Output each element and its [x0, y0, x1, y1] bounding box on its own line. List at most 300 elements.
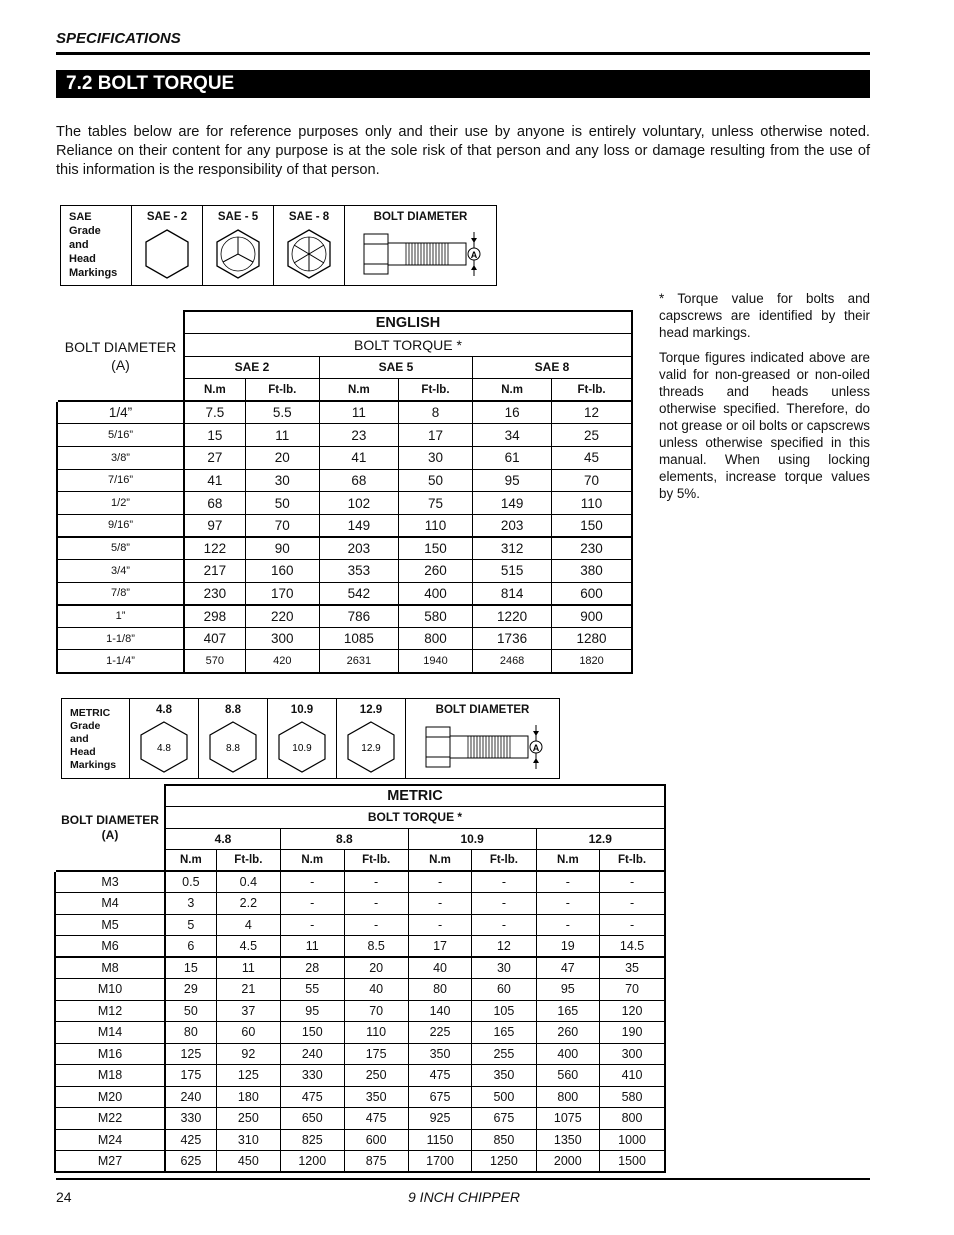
torque-value-cell: 110 — [398, 514, 472, 537]
metric-grade-header: 10.9 — [408, 828, 536, 850]
page-number: 24 — [56, 1189, 72, 1205]
torque-value-cell: 150 — [398, 537, 472, 560]
torque-value-cell: 1150 — [408, 1129, 472, 1151]
torque-value-cell: 60 — [216, 1022, 280, 1044]
torque-value-cell: 330 — [165, 1108, 216, 1130]
torque-value-cell: 150 — [552, 514, 632, 537]
table-row — [57, 560, 632, 583]
torque-value-cell: 203 — [319, 537, 398, 560]
torque-value-cell: - — [344, 871, 408, 893]
english-unit-header: N.m — [184, 379, 245, 402]
torque-value-cell: 70 — [245, 514, 319, 537]
torque-value-cell: 600 — [552, 582, 632, 605]
english-system-header: ENGLISH — [184, 311, 632, 334]
table-row — [55, 871, 665, 893]
bolt-size-cell: M10 — [55, 979, 165, 1001]
torque-value-cell: 1350 — [536, 1129, 600, 1151]
torque-value-cell: 27 — [184, 447, 245, 470]
torque-value-cell: 1940 — [398, 650, 472, 673]
english-grade-header: SAE 8 — [473, 356, 632, 379]
bolt-size-cell: 3/4” — [57, 560, 184, 583]
torque-value-cell: 17 — [398, 424, 472, 447]
torque-value-cell: 47 — [536, 957, 600, 979]
table-row — [57, 492, 632, 515]
torque-value-cell: 5 — [165, 914, 216, 936]
metric-markings-label: METRIC Grade and Head Markings — [62, 699, 130, 779]
torque-value-cell: 30 — [245, 469, 319, 492]
torque-value-cell: 580 — [398, 605, 472, 628]
torque-value-cell: 50 — [398, 469, 472, 492]
torque-value-cell: 70 — [600, 979, 665, 1001]
torque-value-cell: 175 — [165, 1065, 216, 1087]
bolt-size-cell: M14 — [55, 1022, 165, 1044]
torque-value-cell: 80 — [165, 1022, 216, 1044]
torque-value-cell: 675 — [408, 1086, 472, 1108]
table-row — [55, 1022, 665, 1044]
torque-value-cell: - — [408, 914, 472, 936]
metric-4-8-hex-icon — [130, 721, 199, 779]
torque-value-cell: - — [600, 871, 665, 893]
torque-value-cell: 580 — [600, 1086, 665, 1108]
torque-value-cell: 140 — [408, 1000, 472, 1022]
table-row — [57, 447, 632, 470]
torque-value-cell: 312 — [473, 537, 552, 560]
torque-value-cell: 300 — [245, 627, 319, 650]
metric-grade-label: 10.9 — [268, 699, 337, 721]
svg-text:4.8: 4.8 — [157, 742, 171, 754]
torque-value-cell: 68 — [319, 469, 398, 492]
torque-value-cell: 1075 — [536, 1108, 600, 1130]
torque-value-cell: 2468 — [473, 650, 552, 673]
torque-value-cell: 475 — [408, 1065, 472, 1087]
torque-value-cell: 260 — [398, 560, 472, 583]
torque-value-cell: 425 — [165, 1129, 216, 1151]
table-row — [55, 1000, 665, 1022]
english-grade-header: SAE 5 — [319, 356, 472, 379]
torque-value-cell: 92 — [216, 1043, 280, 1065]
bolt-size-cell: M4 — [55, 893, 165, 915]
torque-value-cell: 41 — [184, 469, 245, 492]
torque-value-cell: 400 — [398, 582, 472, 605]
torque-value-cell: 8.5 — [344, 936, 408, 958]
torque-value-cell: 75 — [398, 492, 472, 515]
bolt-size-cell: 1-1/4” — [57, 650, 184, 673]
metric-system-header: METRIC — [165, 785, 665, 807]
metric-unit-header: Ft-lb. — [344, 850, 408, 872]
torque-value-cell: 12 — [472, 936, 536, 958]
torque-value-cell: 220 — [245, 605, 319, 628]
table-row — [55, 979, 665, 1001]
torque-value-cell: 23 — [319, 424, 398, 447]
torque-value-cell: 8 — [398, 401, 472, 424]
metric-unit-header: N.m — [536, 850, 600, 872]
torque-value-cell: 60 — [472, 979, 536, 1001]
torque-value-cell: 37 — [216, 1000, 280, 1022]
metric-12-9-hex-icon — [337, 721, 406, 779]
torque-value-cell: 19 — [536, 936, 600, 958]
bolt-size-cell: M20 — [55, 1086, 165, 1108]
torque-value-cell: - — [344, 893, 408, 915]
metric-grade-header: 12.9 — [536, 828, 665, 850]
torque-value-cell: 353 — [319, 560, 398, 583]
torque-value-cell: 68 — [184, 492, 245, 515]
torque-value-cell: 407 — [184, 627, 245, 650]
torque-value-cell: 310 — [216, 1129, 280, 1151]
torque-value-cell: 35 — [600, 957, 665, 979]
torque-value-cell: 6 — [165, 936, 216, 958]
table-row — [57, 514, 632, 537]
torque-value-cell: 95 — [473, 469, 552, 492]
table-row — [57, 469, 632, 492]
torque-value-cell: 16 — [473, 401, 552, 424]
torque-value-cell: 28 — [280, 957, 344, 979]
torque-value-cell: 12 — [552, 401, 632, 424]
sae-bolt-diameter-label: BOLT DIAMETER — [345, 206, 497, 228]
torque-value-cell: 17 — [408, 936, 472, 958]
metric-grade-header: 4.8 — [165, 828, 280, 850]
table-row — [55, 893, 665, 915]
footer-rule — [56, 1178, 870, 1180]
bolt-size-cell: 5/8” — [57, 537, 184, 560]
bolt-size-cell: M18 — [55, 1065, 165, 1087]
metric-bolt-torque-header: BOLT TORQUE * — [165, 807, 665, 829]
torque-value-cell: 1700 — [408, 1151, 472, 1173]
torque-value-cell: 3 — [165, 893, 216, 915]
torque-value-cell: 125 — [165, 1043, 216, 1065]
bolt-size-cell: 1/4” — [57, 401, 184, 424]
table-row — [55, 1043, 665, 1065]
torque-value-cell: - — [600, 914, 665, 936]
torque-value-cell: 225 — [408, 1022, 472, 1044]
running-header: SPECIFICATIONS — [56, 30, 181, 47]
table-row — [55, 1086, 665, 1108]
torque-value-cell: 1085 — [319, 627, 398, 650]
table-row — [55, 1129, 665, 1151]
torque-value-cell: 240 — [280, 1043, 344, 1065]
torque-value-cell: 29 — [165, 979, 216, 1001]
table-row — [55, 914, 665, 936]
bolt-size-cell: M24 — [55, 1129, 165, 1151]
torque-value-cell: 330 — [280, 1065, 344, 1087]
torque-value-cell: 2.2 — [216, 893, 280, 915]
torque-value-cell: 150 — [280, 1022, 344, 1044]
bolt-size-cell: 1” — [57, 605, 184, 628]
torque-value-cell: 70 — [552, 469, 632, 492]
torque-value-cell: 95 — [536, 979, 600, 1001]
torque-value-cell: - — [344, 914, 408, 936]
torque-value-cell: 175 — [344, 1043, 408, 1065]
torque-value-cell: 2000 — [536, 1151, 600, 1173]
torque-value-cell: 217 — [184, 560, 245, 583]
bolt-size-cell: M12 — [55, 1000, 165, 1022]
torque-value-cell: 25 — [552, 424, 632, 447]
torque-value-cell: 420 — [245, 650, 319, 673]
metric-8-8-hex-icon — [199, 721, 268, 779]
metric-unit-header: Ft-lb. — [472, 850, 536, 872]
torque-value-cell: 105 — [472, 1000, 536, 1022]
torque-value-cell: 15 — [165, 957, 216, 979]
torque-value-cell: 70 — [344, 1000, 408, 1022]
torque-value-cell: 786 — [319, 605, 398, 628]
torque-value-cell: 97 — [184, 514, 245, 537]
intro-paragraph: The tables below are for reference purposes only and their use by anyone is entirely voluntary, unless otherwise noted. Reliance on their content for any purpose is at the sole risk of that person and any loss or damage resulting from the use of this information is the responsibility of that person. — [56, 124, 870, 178]
torque-value-cell: 95 — [280, 1000, 344, 1022]
bolt-size-cell: 7/8” — [57, 582, 184, 605]
torque-value-cell: - — [408, 871, 472, 893]
torque-value-cell: 1000 — [600, 1129, 665, 1151]
english-unit-header: Ft-lb. — [398, 379, 472, 402]
torque-value-cell: 165 — [536, 1000, 600, 1022]
sae-grade-2-label: SAE - 2 — [132, 206, 203, 228]
metric-bolt-diameter-header: BOLT DIAMETER (A) — [55, 785, 165, 871]
metric-torque-table — [54, 784, 666, 1173]
header-rule — [56, 52, 870, 55]
torque-value-cell: 925 — [408, 1108, 472, 1130]
torque-value-cell: 1200 — [280, 1151, 344, 1173]
torque-value-cell: 650 — [280, 1108, 344, 1130]
torque-value-cell: 560 — [536, 1065, 600, 1087]
torque-value-cell: 475 — [344, 1108, 408, 1130]
sae-2-hex-icon — [132, 228, 203, 286]
torque-value-cell: 90 — [245, 537, 319, 560]
torque-value-cell: 1736 — [473, 627, 552, 650]
metric-10-9-hex-icon — [268, 721, 337, 779]
table-row — [55, 957, 665, 979]
torque-value-cell: 50 — [245, 492, 319, 515]
torque-value-cell: 110 — [552, 492, 632, 515]
table-row — [55, 1065, 665, 1087]
torque-value-cell: 300 — [600, 1043, 665, 1065]
torque-value-cell: 122 — [184, 537, 245, 560]
section-title: 7.2 BOLT TORQUE — [56, 70, 870, 98]
torque-value-cell: - — [536, 893, 600, 915]
torque-value-cell: 800 — [536, 1086, 600, 1108]
torque-value-cell: - — [536, 871, 600, 893]
svg-text:12.9: 12.9 — [361, 742, 381, 754]
table-row — [57, 424, 632, 447]
torque-value-cell: 255 — [472, 1043, 536, 1065]
torque-note: Torque figures indicated above are valid for non-greased or non-oiled threads and heads unless otherwise specified. Therefore, do not grease or oil bolts or capscrews unless otherwise specified in this manual. When using locking elements, increase torque values by 5%. — [659, 350, 870, 501]
torque-value-cell: 80 — [408, 979, 472, 1001]
torque-value-cell: 260 — [536, 1022, 600, 1044]
metric-grade-label: 4.8 — [130, 699, 199, 721]
torque-note: * Torque value for bolts and capscrews are identified by their head markings. — [659, 291, 870, 340]
torque-value-cell: 410 — [600, 1065, 665, 1087]
metric-bolt-diameter-label: BOLT DIAMETER — [406, 699, 560, 721]
torque-value-cell: 7.5 — [184, 401, 245, 424]
english-torque-table — [56, 310, 633, 674]
torque-value-cell: 1220 — [473, 605, 552, 628]
torque-value-cell: - — [472, 914, 536, 936]
torque-value-cell: 900 — [552, 605, 632, 628]
torque-value-cell: 20 — [245, 447, 319, 470]
table-row — [55, 1108, 665, 1130]
bolt-size-cell: M8 — [55, 957, 165, 979]
torque-value-cell: 240 — [165, 1086, 216, 1108]
table-row — [57, 401, 632, 424]
torque-value-cell: 350 — [472, 1065, 536, 1087]
metric-unit-header: N.m — [408, 850, 472, 872]
torque-value-cell: - — [280, 871, 344, 893]
torque-value-cell: 625 — [165, 1151, 216, 1173]
bolt-size-cell: 9/16” — [57, 514, 184, 537]
torque-value-cell: 230 — [552, 537, 632, 560]
metric-grade-label: 8.8 — [199, 699, 268, 721]
torque-value-cell: 875 — [344, 1151, 408, 1173]
torque-value-cell: 21 — [216, 979, 280, 1001]
torque-value-cell: 14.5 — [600, 936, 665, 958]
metric-bolt-diagram — [406, 721, 560, 779]
metric-unit-header: N.m — [280, 850, 344, 872]
bolt-size-cell: 1/2” — [57, 492, 184, 515]
torque-value-cell: 11 — [319, 401, 398, 424]
bolt-size-cell: M22 — [55, 1108, 165, 1130]
torque-notes — [659, 290, 870, 510]
torque-value-cell: 542 — [319, 582, 398, 605]
torque-value-cell: 475 — [280, 1086, 344, 1108]
table-row — [57, 627, 632, 650]
english-grade-header: SAE 2 — [184, 356, 319, 379]
bolt-size-cell: 5/16” — [57, 424, 184, 447]
english-unit-header: Ft-lb. — [245, 379, 319, 402]
sae-grade-5-label: SAE - 5 — [203, 206, 274, 228]
torque-value-cell: 400 — [536, 1043, 600, 1065]
torque-value-cell: 515 — [473, 560, 552, 583]
torque-value-cell: 40 — [344, 979, 408, 1001]
table-row — [57, 537, 632, 560]
torque-value-cell: 30 — [398, 447, 472, 470]
torque-value-cell: 11 — [216, 957, 280, 979]
torque-value-cell: 0.5 — [165, 871, 216, 893]
english-unit-header: N.m — [473, 379, 552, 402]
metric-head-markings-table — [61, 698, 560, 779]
torque-value-cell: 5.5 — [245, 401, 319, 424]
torque-value-cell: 110 — [344, 1022, 408, 1044]
torque-value-cell: 41 — [319, 447, 398, 470]
torque-value-cell: 800 — [398, 627, 472, 650]
torque-value-cell: 45 — [552, 447, 632, 470]
metric-dimension-letter: A — [532, 742, 539, 753]
torque-value-cell: 250 — [344, 1065, 408, 1087]
bolt-size-cell: 1-1/8” — [57, 627, 184, 650]
sae-8-hex-icon — [274, 228, 345, 286]
torque-value-cell: 600 — [344, 1129, 408, 1151]
metric-grade-label: 12.9 — [337, 699, 406, 721]
torque-value-cell: 34 — [473, 424, 552, 447]
table-row — [55, 1151, 665, 1173]
torque-value-cell: - — [280, 914, 344, 936]
torque-value-cell: 814 — [473, 582, 552, 605]
torque-value-cell: 675 — [472, 1108, 536, 1130]
svg-text:10.9: 10.9 — [292, 742, 312, 754]
torque-value-cell: 298 — [184, 605, 245, 628]
torque-value-cell: - — [472, 871, 536, 893]
metric-unit-header: Ft-lb. — [216, 850, 280, 872]
bolt-size-cell: 7/16” — [57, 469, 184, 492]
torque-value-cell: 160 — [245, 560, 319, 583]
sae-head-markings-table — [60, 205, 497, 286]
torque-value-cell: 203 — [473, 514, 552, 537]
torque-value-cell: 11 — [245, 424, 319, 447]
metric-unit-header: N.m — [165, 850, 216, 872]
torque-value-cell: 120 — [600, 1000, 665, 1022]
torque-value-cell: 190 — [600, 1022, 665, 1044]
torque-value-cell: 350 — [344, 1086, 408, 1108]
torque-value-cell: 11 — [280, 936, 344, 958]
bolt-size-cell: M3 — [55, 871, 165, 893]
svg-text:8.8: 8.8 — [226, 742, 240, 754]
torque-value-cell: - — [472, 893, 536, 915]
torque-value-cell: 450 — [216, 1151, 280, 1173]
english-bolt-diameter-header: BOLT DIAMETER (A) — [57, 311, 184, 401]
sae-5-hex-icon — [203, 228, 274, 286]
torque-value-cell: 230 — [184, 582, 245, 605]
sae-dimension-letter: A — [470, 249, 477, 260]
bolt-size-cell: 3/8” — [57, 447, 184, 470]
torque-value-cell: 149 — [473, 492, 552, 515]
torque-value-cell: 149 — [319, 514, 398, 537]
torque-value-cell: 500 — [472, 1086, 536, 1108]
torque-value-cell: 1820 — [552, 650, 632, 673]
torque-value-cell: 350 — [408, 1043, 472, 1065]
bolt-size-cell: M5 — [55, 914, 165, 936]
table-row — [57, 605, 632, 628]
sae-grade-8-label: SAE - 8 — [274, 206, 345, 228]
torque-value-cell: 20 — [344, 957, 408, 979]
torque-value-cell: 0.4 — [216, 871, 280, 893]
torque-value-cell: 61 — [473, 447, 552, 470]
torque-value-cell: - — [280, 893, 344, 915]
torque-value-cell: 180 — [216, 1086, 280, 1108]
english-bolt-torque-header: BOLT TORQUE * — [184, 334, 632, 357]
torque-value-cell: 1500 — [600, 1151, 665, 1173]
bolt-size-cell: M6 — [55, 936, 165, 958]
torque-value-cell: 250 — [216, 1108, 280, 1130]
torque-value-cell: 1250 — [472, 1151, 536, 1173]
footer-title: 9 INCH CHIPPER — [408, 1189, 521, 1205]
torque-value-cell: 4.5 — [216, 936, 280, 958]
sae-bolt-diagram — [345, 228, 497, 286]
torque-value-cell: 30 — [472, 957, 536, 979]
torque-value-cell: - — [600, 893, 665, 915]
english-unit-header: N.m — [319, 379, 398, 402]
torque-value-cell: 570 — [184, 650, 245, 673]
torque-value-cell: 165 — [472, 1022, 536, 1044]
torque-value-cell: 170 — [245, 582, 319, 605]
table-row — [57, 582, 632, 605]
torque-value-cell: - — [408, 893, 472, 915]
english-unit-header: Ft-lb. — [552, 379, 632, 402]
torque-value-cell: 125 — [216, 1065, 280, 1087]
torque-value-cell: 800 — [600, 1108, 665, 1130]
torque-value-cell: 2631 — [319, 650, 398, 673]
torque-value-cell: - — [536, 914, 600, 936]
bolt-size-cell: M27 — [55, 1151, 165, 1173]
torque-value-cell: 4 — [216, 914, 280, 936]
torque-value-cell: 380 — [552, 560, 632, 583]
metric-grade-header: 8.8 — [280, 828, 408, 850]
torque-value-cell: 102 — [319, 492, 398, 515]
torque-value-cell: 50 — [165, 1000, 216, 1022]
metric-unit-header: Ft-lb. — [600, 850, 665, 872]
torque-value-cell: 825 — [280, 1129, 344, 1151]
torque-value-cell: 850 — [472, 1129, 536, 1151]
torque-value-cell: 15 — [184, 424, 245, 447]
sae-markings-label: SAE Grade and Head Markings — [61, 206, 132, 286]
torque-value-cell: 1280 — [552, 627, 632, 650]
table-row — [55, 936, 665, 958]
torque-value-cell: 40 — [408, 957, 472, 979]
